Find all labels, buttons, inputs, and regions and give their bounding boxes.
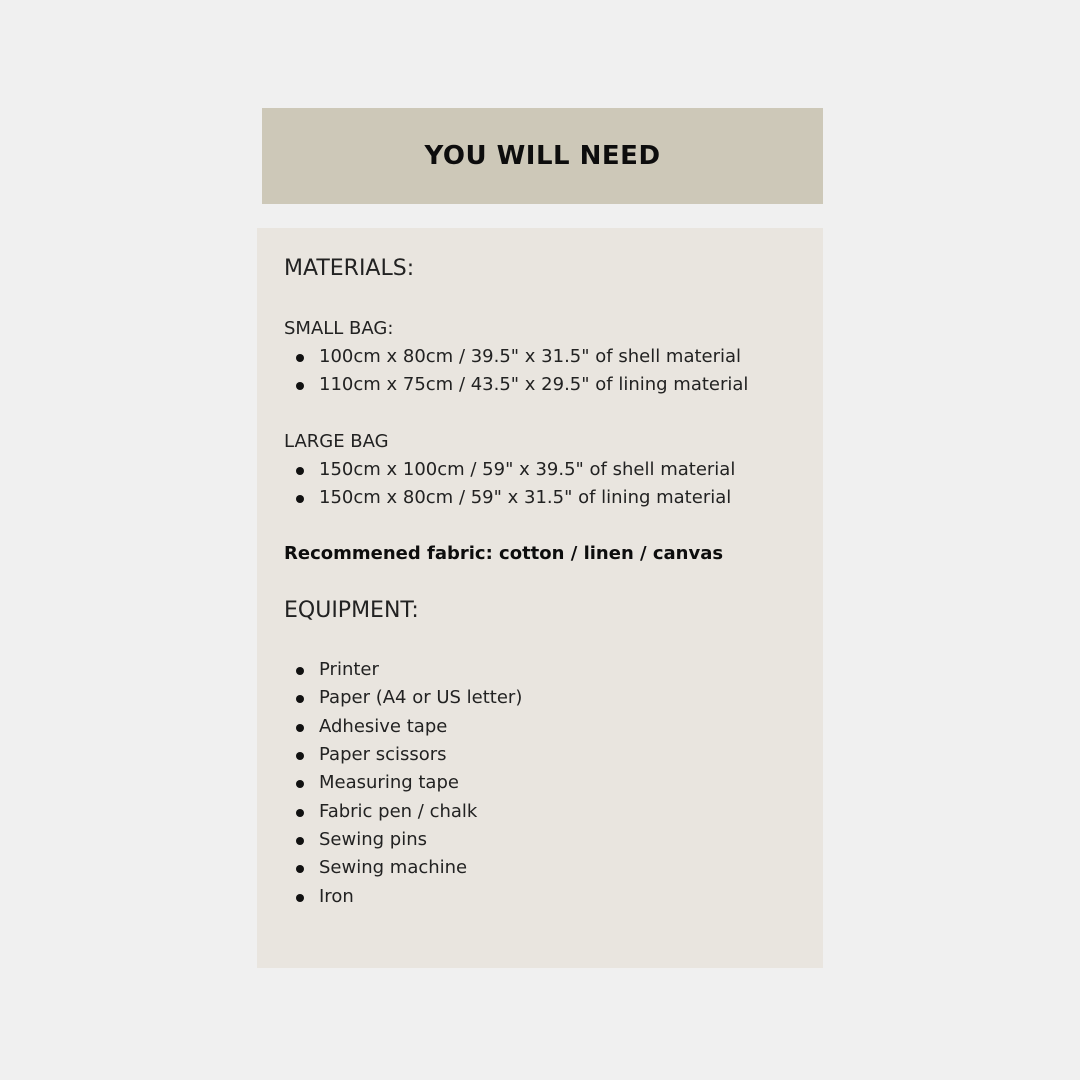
list-item-text: Iron (319, 885, 354, 907)
bullet-icon (296, 495, 304, 503)
list-item (284, 656, 804, 684)
recommended-fabric: Recommened fabric: cotton / linen / canvas (284, 543, 724, 565)
large-bag-label: LARGE BAG (284, 430, 389, 452)
bullet-icon (296, 467, 304, 475)
list-item-text: 150cm x 100cm / 59" x 39.5" of shell material (319, 458, 736, 480)
bullet-icon (296, 837, 304, 845)
list-item-text: Paper scissors (319, 744, 447, 766)
header-band (262, 108, 823, 204)
list-item (284, 769, 804, 797)
list-item-text: Adhesive tape (319, 715, 448, 737)
page-title: YOU WILL NEED (424, 141, 661, 171)
list-item (284, 713, 804, 741)
list-item (284, 343, 804, 371)
list-item (284, 854, 804, 882)
list-item-text: Fabric pen / chalk (319, 800, 478, 822)
list-item-text: Measuring tape (319, 772, 459, 794)
bullet-icon (296, 695, 304, 703)
list-item-text: 150cm x 80cm / 59" x 31.5" of lining material (319, 486, 732, 508)
list-item-text: Paper (A4 or US letter) (319, 687, 523, 709)
bullet-icon (296, 354, 304, 362)
list-item (284, 883, 804, 911)
bullet-icon (296, 865, 304, 873)
list-item (284, 484, 804, 512)
list-item (284, 684, 804, 712)
bullet-icon (296, 894, 304, 902)
list-item-text: 100cm x 80cm / 39.5" x 31.5" of shell material (319, 346, 742, 367)
list-item (284, 741, 804, 769)
bullet-icon (296, 780, 304, 788)
list-item-text: Sewing pins (319, 828, 427, 850)
supplies-content (284, 254, 804, 911)
list-item (284, 371, 804, 399)
bullet-icon (296, 809, 304, 817)
list-item (284, 456, 804, 484)
large-bag-list (284, 456, 804, 513)
supplies-card (257, 228, 823, 968)
small-bag-list (284, 343, 804, 400)
materials-heading: MATERIALS: (284, 256, 415, 281)
list-item (284, 798, 804, 826)
small-bag-label: SMALL BAG: (284, 318, 394, 339)
bullet-icon (296, 667, 304, 675)
bullet-icon (296, 382, 304, 390)
equipment-heading: EQUIPMENT: (284, 598, 419, 624)
list-item-text: 110cm x 75cm / 43.5" x 29.5" of lining material (319, 374, 749, 396)
bullet-icon (296, 752, 304, 760)
list-item-text: Sewing machine (319, 857, 468, 879)
equipment-list (284, 656, 804, 911)
list-item-text: Printer (319, 659, 379, 681)
list-item (284, 826, 804, 854)
bullet-icon (296, 724, 304, 732)
